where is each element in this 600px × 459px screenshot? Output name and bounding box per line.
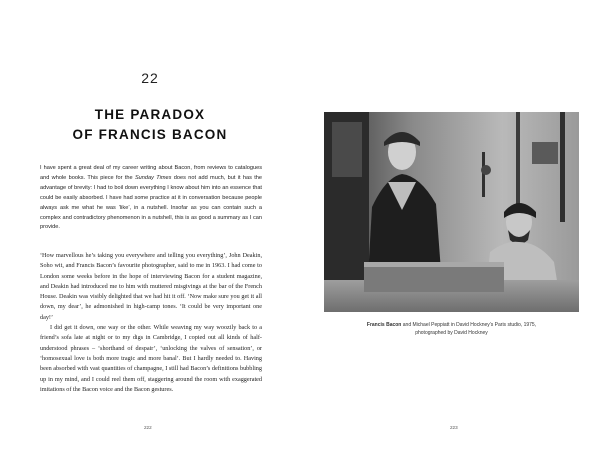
page-number-right: 223 — [450, 425, 458, 430]
caption-line-2: photographed by David Hockney — [415, 330, 488, 336]
intro-text-start: I have spent a great deal of my career writing about Bacon, from reviews to catalogues and whole books. This piece for the — [40, 165, 262, 181]
caption-text: and Michael Peppiatt in David Hockney’s Paris studio, 1975, — [401, 322, 537, 328]
body-text — [40, 251, 262, 395]
photo-caption — [324, 321, 579, 337]
photograph — [324, 112, 579, 312]
paragraph-1: ‘How marvellous he’s taking you everywhere and telling you everything’, John Deakin, Soho wit, and Francis Bacon’s favourite photographer, said to me in 1963. I had come to London some weeks before in the hope of interviewing Bacon for a student magazine, and Deakin had introduced me to him with muttered misgivings at the bar of the French House. Deakin was visibly delighted that we had hit it off. ‘Now make sure you get it all down, my dear’, he admonished in high-camp tones. ‘It could be very important one day!’ — [40, 252, 262, 321]
photograph-image — [324, 112, 579, 312]
intro-publication-name: Sunday Times — [134, 174, 172, 181]
chapter-title-line2: OF FRANCIS BACON — [72, 127, 228, 142]
caption-line-1 — [324, 321, 579, 329]
intro-note — [40, 164, 262, 233]
chapter-number: 22 — [141, 70, 159, 86]
chapter-title — [40, 105, 260, 145]
chapter-title-line1: THE PARADOX — [94, 107, 206, 122]
right-page — [300, 0, 600, 459]
page-number-left: 222 — [144, 425, 152, 430]
caption-subject-name: Francis Bacon — [366, 322, 402, 328]
intro-text-end: does not add much, but it has the advantage of brevity: I had to boil down everything I know about him into an essence that could be easily absorbed. I have had some practice at it in conversation because people always ask me what he was ‘like’, in a nutshell. Insofar as you can contain such a complex and contradictory phenomenon in a nutshell, this is as good a summary as I can provide. — [40, 174, 262, 231]
paragraph-2: I did get it down, one way or the other. While weaving my way woozily back to a friend’s sofa late at night or to my digs in Cambridge, I copied out all kinds of half-understood phrases – ‘shorthand of despair’, ‘unlocking the valves of sensation’, or ‘homosexual love is both more tragic and more banal’. But I hardly needed to. Having been absorbed with vast quantities of champagne, I still had Bacon’s definitions bubbling up in my mind, and I could reel them off, staggering around the room with exaggerated imitations of the Bacon voice and the Bacon gestures. — [40, 324, 262, 393]
